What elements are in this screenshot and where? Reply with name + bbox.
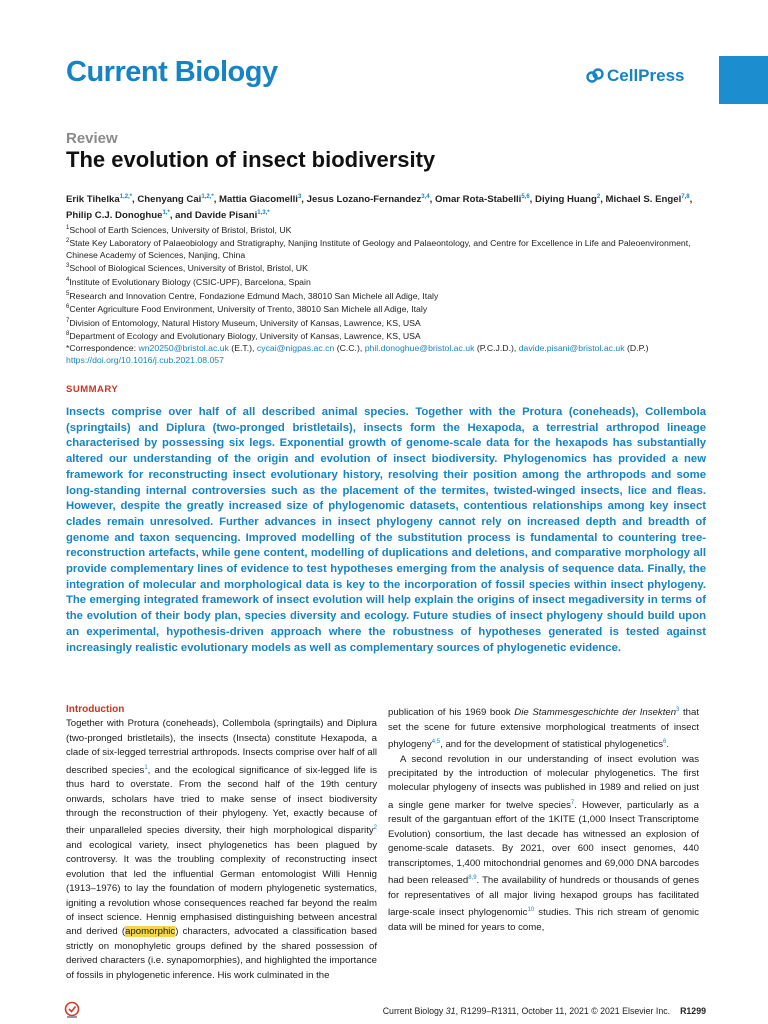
- affiliation: $^5$Research and Innovation Centre, Fondazione Edmund Mach, 38010 San Michele all Adige, Italy: [66, 290, 439, 301]
- affiliation-marker: 1,3,*: [257, 209, 270, 216]
- citation-ref[interactable]: 2: [373, 825, 377, 832]
- page-footer: Current Biology 31, R1299–R1311, October 11, 2021 © 2021 Elsevier Inc. R1299: [382, 1006, 706, 1016]
- affiliation-marker: 3,4: [421, 194, 430, 200]
- affiliation-marker: 2: [596, 194, 601, 200]
- column-left: [66, 703, 377, 983]
- book-title: Stammesgeschichte der Insekten: [532, 707, 677, 719]
- highlighted-term: apomorphic: [125, 926, 176, 938]
- affiliation: $^4$Institute of Evolutionary Biology (CSIC-UPF), Barcelona, Spain: [66, 276, 311, 287]
- front-matter: [66, 191, 706, 366]
- affiliation-marker: 1,*: [162, 209, 170, 216]
- correspondent-initials: (E.T.),: [228, 343, 257, 354]
- doi-link[interactable]: https://doi.org/10.1016/j.cub.2021.08.057: [66, 354, 224, 365]
- author-name[interactable]: Davide Pisani: [194, 209, 258, 221]
- citation-ref[interactable]: 6: [663, 739, 667, 745]
- author-name[interactable]: Michael S. Engel: [605, 194, 682, 206]
- affiliation: $^3$School of Biological Sciences, University of Bristol, Bristol, UK: [66, 263, 308, 274]
- affiliation-list: [66, 223, 706, 343]
- introduction-heading: Introduction: [66, 704, 125, 715]
- correspondence-label: *Correspondence:: [66, 343, 139, 354]
- book-title: Die: [514, 707, 529, 719]
- publisher-logo[interactable]: [586, 66, 685, 86]
- section-label: Review: [66, 130, 118, 147]
- email-link[interactable]: wn20250@bristol.ac.uk: [138, 343, 229, 354]
- author-name[interactable]: Mattia Giacomelli: [219, 194, 298, 206]
- citation-ref[interactable]: 10: [527, 907, 535, 914]
- article-title: The evolution of insect biodiversity: [66, 147, 436, 172]
- correspondence: [66, 343, 706, 355]
- citation-ref[interactable]: 8,9: [468, 875, 477, 882]
- affiliation-marker: 7,8: [681, 194, 690, 200]
- author-name[interactable]: Diying Huang: [535, 194, 597, 206]
- check-for-updates-icon[interactable]: [63, 1001, 81, 1019]
- author-name[interactable]: Erik Tihelka: [66, 194, 120, 206]
- citation-ref[interactable]: 3: [676, 707, 680, 713]
- section-tab: [719, 56, 768, 104]
- citation-ref[interactable]: 7: [570, 799, 575, 806]
- author-name[interactable]: Chenyang Cai: [137, 194, 202, 206]
- intro-paragraph-1: Together with Protura (coneheads), Collembola (springtails) and Diplura (two-pronged bristletails), the insects (Insecta) constitute Hexapoda, a clade of six-legged terrestrial arthropods. Insects comprise over half of all described species$^1$, and the ecological significance of six-legged life is thus hard to overstate. From the second half of the 19th century onwards, scholars have tried to make sense of insect biodiversity through the reconstruction of their phylogeny. Yet, exactly because of their unparalleled species diversity, their high morphological disparity$^2$ and ecological variety, insect phylogenetics has been plagued by controversy. It was the troubling complexity of reconstructing insect evolution that led the influential German entomologist Willi Hennig (1913–1976) to lay the foundation of modern phylogenetic systematics, igniting a revolution whose consequences reached far beyond the realm of insect science. Hennig emphasised distinguishing between ancestral and derived (apomorphic) characters, advocated a classification based strictly on monophyletic groups defined by the shared possession of derived characters (i.e. synapomorphies), and highlighted the importance of fossils in phylogenetic inference. His work culminated in the: [66, 718, 377, 981]
- affiliation: $^1$School of Earth Sciences, University of Bristol, Bristol, UK: [66, 224, 292, 235]
- author-name[interactable]: Philip C.J. Donoghue: [66, 209, 163, 221]
- email-link[interactable]: cycai@nigpas.ac.cn: [256, 343, 335, 354]
- affiliation: $^6$Center Agriculture Food Environment, University of Trento, 38010 San Michele all Adige, Italy: [66, 304, 428, 315]
- affiliation-marker: 1,2,*: [201, 194, 214, 200]
- column-right: [388, 703, 699, 935]
- summary-heading: SUMMARY: [66, 384, 119, 395]
- volume: 31: [445, 1006, 456, 1016]
- correspondent-initials: (D.P.): [624, 343, 649, 354]
- affiliation-marker: 1,2,*: [119, 194, 133, 200]
- affiliation: $^8$Department of Ecology and Evolutionary Biology, University of Kansas, Lawrence, KS, USA: [66, 331, 421, 342]
- correspondent-initials: (P.C.J.D.),: [474, 343, 519, 354]
- journal-title: Current Biology: [66, 56, 278, 88]
- author-name[interactable]: Omar Rota-Stabelli: [434, 194, 522, 206]
- cellpress-logo-icon: [586, 68, 604, 84]
- correspondent-initials: (C.C.),: [334, 343, 365, 354]
- page-number: R1299: [680, 1006, 706, 1016]
- author-list: Erik Tihelka$^{1,2,*}$, Chenyang Cai$^{1,2,*}$, Mattia Giacomelli$^3$, Jesus Lozano-Fernandez$^{3,4}$, Omar Rota-Stabelli$^{5,6}$, Diying Huang$^2$, Michael S. Engel$^{7,8}$, Philip C.J. Donoghue$^{1,*}$, and Davide Pisani$^{1,3,*}$: [66, 194, 693, 221]
- citation-ref[interactable]: 4,5: [431, 739, 441, 745]
- email-link[interactable]: phil.donoghue@bristol.ac.uk: [364, 343, 475, 354]
- affiliation-marker: 3: [297, 194, 302, 200]
- email-link[interactable]: davide.pisani@bristol.ac.uk: [518, 343, 625, 354]
- publisher-name: CellPress: [607, 66, 685, 85]
- affiliation: $^2$State Key Laboratory of Palaeobiology and Stratigraphy, Nanjing Institute of Geology and Palaeontology, and Centre for Excellence in Life and Paleoenvironment, Chinese Academy of Sciences, Nanjing, China: [66, 238, 691, 260]
- citation-ref[interactable]: 1: [144, 764, 148, 771]
- summary-text: Insects comprise over half of all described animal species. Together with the Protura (coneheads), Collembola (springtails) and Diplura (two-pronged bristletails), insects form the Hexapoda, a terrestrial arthropod lineage characterised by possessing six legs. Exponential growth of genome-scale data for the hexapods has substantially altered our understanding of the origin and evolution of insect biodiversity. Phylogenomics has provided a new framework for reconstructing insect evolutionary history, resolving their position among the arthropods and some long-standing internal controversies such as the placement of the termites, twisted-winged insects, lice and fleas. However, despite the greatly increased size of phylogenomic datasets, contentious relationships among key insect clades remain unresolved. Further advances in insect phylogeny cannot rely on increased depth and breadth of genome and taxon sequencing. Improved modelling of the substitution process is fundamental to countering tree-reconstruction artefacts, while gene content, modelling of duplications and deletions, and comparative morphology all provide complementary lines of evidence to test hypotheses emerging from the analysis of sequence data. Finally, the integration of molecular and morphological data is key to the incorporation of fossil species within insect phylogeny. The emerging integrated framework of insect evolution will help explain the origins of insect megadiversity in terms of the evolution of their body plan, species diversity and ecology. Future studies of insect phylogeny should build upon an experimental, hypothesis-driven approach where the robustness of hypotheses generated is tested against increasingly realistic evolutionary models as well as complementary sources of phylogenetic evidence.: [66, 406, 706, 654]
- author-name[interactable]: Jesus Lozano-Fernandez: [306, 194, 422, 206]
- intro-paragraph-1-continued: publication of his 1969 book Die Stammesgeschichte der Insekten$^3$ that set the scene for future extensive morphological treatments of insect phylogeny$^{4,5}$, and for the development of statistical phylogenetics$^6$.: [388, 707, 699, 751]
- affiliation-marker: 5,6: [521, 194, 530, 200]
- affiliation: $^7$Division of Entomology, Natural History Museum, University of Kansas, Lawrence, KS, USA: [66, 317, 421, 328]
- intro-paragraph-2: A second revolution in our understanding of insect evolution was precipitated by the introduction of molecular phylogenetics. The first molecular phylogeny of insects was published in 1989 and relied on just a single gene marker for twelve species$^7$. However, particularly as a result of the gargantuan effort of the 1KITE (1,000 Insect Transcriptome Evolution) consortium, the last decade has witnessed an explosion of genome-scale datasets. By 2021, over 600 insect genomes, 440 transcriptomes, 1,400 mitochondrial genomes and 69,000 DNA barcodes had been released$^{8,9}$. The availability of hundreds or thousands of genes for representatives of all major living hexapod groups has facilitated large-scale insect phylogenomic$^{10}$ studies. This rich stream of genomic data will be mined for years to come,: [388, 753, 699, 933]
